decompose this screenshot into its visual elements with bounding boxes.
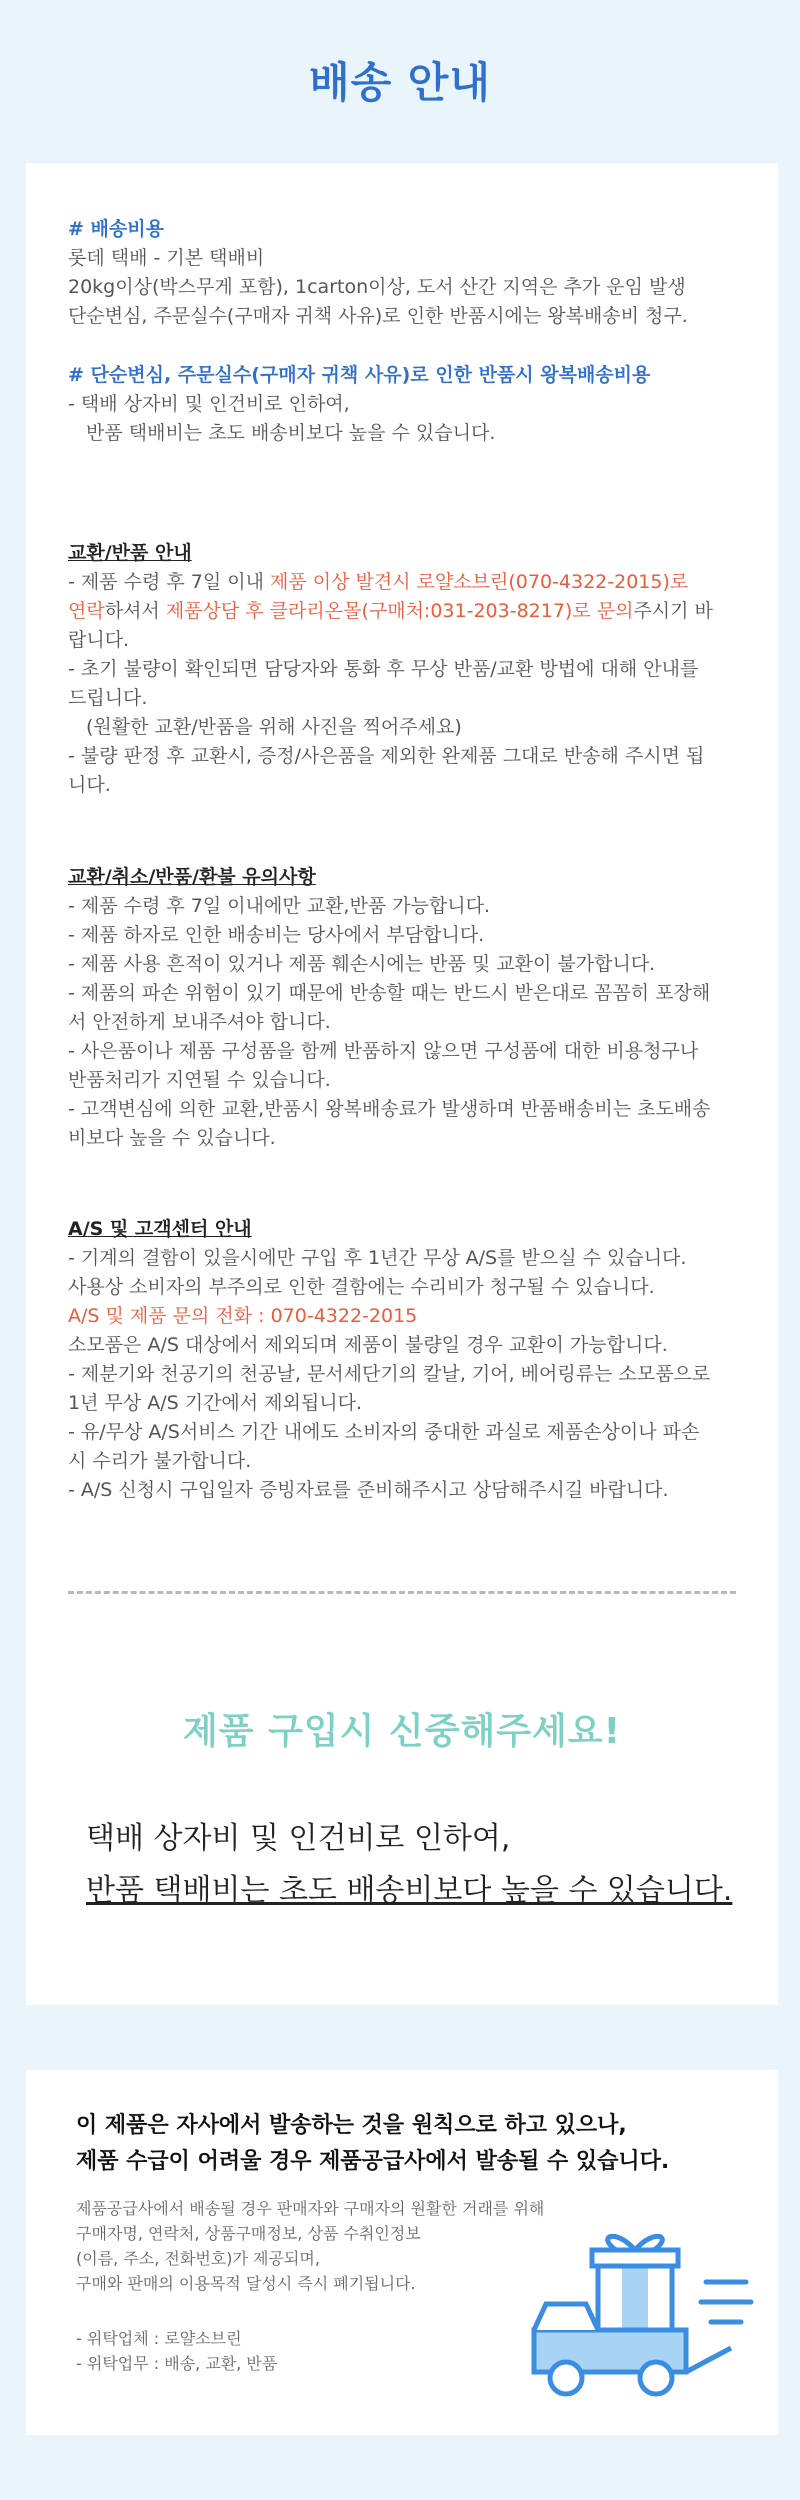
- caution-line-underlined: 반품 택배비는 초도 배송비보다 높을 수 있습니다.: [86, 1873, 733, 1908]
- notice-line: - 사은품이나 제품 구성품을 함께 반품하지 않으면 구성품에 대한 비용청구나: [68, 1040, 699, 1062]
- as-center-section: [68, 1215, 738, 1505]
- shipping-info-card: [26, 163, 778, 2005]
- as-center-line: - 유/무상 A/S서비스 기간 내에도 소비자의 중대한 과실로 제품손상이나 파손: [68, 1421, 700, 1443]
- exchange-guide-line: - 불량 판정 후 교환시, 증정/사은품을 제외한 완제품 그대로 반송해 주시면 됩: [68, 745, 705, 767]
- exchange-guide-text: - 제품 수령 후 7일 이내: [68, 571, 271, 593]
- return-cost-heading: # 단순변심, 주문실수(구매자 귀책 사유)로 인한 반품시 왕복배송비용: [68, 364, 651, 386]
- notice-line: - 고객변심에 의한 교환,반품시 왕복배송료가 발생하며 반품배송비는 초도배송: [68, 1098, 711, 1120]
- notice-line: 비보다 높을 수 있습니다.: [68, 1127, 276, 1149]
- as-center-heading: A/S 및 고객센터 안내: [68, 1218, 252, 1240]
- supplier-notice-heading: [76, 2108, 736, 2180]
- exchange-guide-line: 니다.: [68, 774, 111, 796]
- return-cost-line: 반품 택배비는 초도 배송비보다 높을 수 있습니다.: [86, 422, 496, 444]
- consignment-tasks: - 위탁업무 : 배송, 교환, 반품: [76, 2354, 278, 2373]
- contact-highlight: 연락: [68, 600, 105, 622]
- exchange-guide-line: 랍니다.: [68, 629, 130, 651]
- as-center-line: - 기계의 결함이 있을시에만 구입 후 1년간 무상 A/S를 받으실 수 있습니다.: [68, 1247, 687, 1269]
- notice-section: [68, 863, 738, 1153]
- exchange-guide-text: 하셔서: [104, 600, 166, 622]
- shipping-cost-line: 롯데 택배 - 기본 택배비: [68, 247, 265, 269]
- as-center-line: 소모품은 A/S 대상에서 제외되며 제품이 불량일 경우 교환이 가능합니다.: [68, 1334, 668, 1356]
- supplier-body-line: 구매와 판매의 이용목적 달성시 즉시 폐기됩니다.: [76, 2274, 416, 2293]
- shipping-cost-section: [68, 215, 738, 331]
- supplier-body-line: 제품공급사에서 배송될 경우 판매자와 구매자의 원활한 거래를 위해: [76, 2199, 545, 2218]
- notice-line: - 제품의 파손 위험이 있기 때문에 반송할 때는 반드시 받은대로 꼼꼼히 포장해: [68, 982, 711, 1004]
- supplier-notice-card: [26, 2070, 778, 2435]
- caution-line: 택배 상자비 및 인건비로 인하여,: [86, 1821, 511, 1856]
- notice-line: - 제품 하자로 인한 배송비는 당사에서 부담합니다.: [68, 924, 485, 946]
- contact-highlight: 제품상담 후 클라리온몰(구매처:031-203-8217)로 문의: [165, 600, 634, 622]
- notice-line: 서 안전하게 보내주셔야 합니다.: [68, 1011, 331, 1033]
- shipping-cost-line: 20kg이상(박스무게 포함), 1carton이상, 도서 산간 지역은 추가 운임 발생: [68, 276, 686, 298]
- exchange-guide-line: [68, 597, 738, 626]
- as-phone-line: A/S 및 제품 문의 전화 : 070-4322-2015: [68, 1305, 418, 1327]
- exchange-guide-line: - 초기 불량이 확인되면 담당자와 통화 후 무상 반품/교환 방법에 대해 안내를: [68, 658, 699, 680]
- gift-box-icon: [592, 2236, 678, 2330]
- notice-line: - 제품 사용 흔적이 있거나 제품 훼손시에는 반품 및 교환이 불가합니다.: [68, 953, 656, 975]
- return-cost-section: [68, 361, 738, 448]
- shipping-cost-heading: # 배송비용: [68, 218, 164, 240]
- exchange-guide-section: [68, 539, 738, 800]
- supplier-body-line: 구매자명, 연락처, 상품구매정보, 상품 수취인정보: [76, 2224, 421, 2243]
- as-center-line: 사용상 소비자의 부주의로 인한 결함에는 수리비가 청구될 수 있습니다.: [68, 1276, 655, 1298]
- consignment-info: [76, 2326, 476, 2376]
- caution-title: 제품 구입시 신중해주세요!: [182, 1711, 622, 1752]
- notice-line: 반품처리가 지연될 수 있습니다.: [68, 1069, 331, 1091]
- supplier-heading-line: 이 제품은 자사에서 발송하는 것을 원칙으로 하고 있으나,: [76, 2113, 627, 2138]
- supplier-notice-body: [76, 2196, 546, 2296]
- contact-highlight: 제품 이상 발견시 로얄소브린(070-4322-2015)로: [270, 571, 689, 593]
- section-divider: [68, 1591, 736, 1594]
- exchange-guide-line: (원활한 교환/반품을 위해 사진을 찍어주세요): [86, 716, 462, 738]
- exchange-guide-line: [68, 568, 738, 597]
- consignment-company: - 위탁업체 : 로얄소브린: [76, 2329, 242, 2348]
- as-center-line: - 제분기와 천공기의 천공날, 문서세단기의 칼날, 기어, 베어링류는 소모품으로: [68, 1363, 711, 1385]
- supplier-heading-line: 제품 수급이 어려울 경우 제품공급사에서 발송될 수 있습니다.: [76, 2149, 670, 2174]
- supplier-body-line: (이름, 주소, 전화번호)가 제공되며,: [76, 2249, 320, 2268]
- caution-message: [86, 1813, 746, 1917]
- notice-line: - 제품 수령 후 7일 이내에만 교환,반품 가능합니다.: [68, 895, 491, 917]
- return-cost-line: - 택배 상자비 및 인건비로 인하여,: [68, 393, 350, 415]
- as-center-line: 시 수리가 불가합니다.: [68, 1450, 252, 1472]
- delivery-truck-icon: [526, 2222, 756, 2412]
- as-center-line: - A/S 신청시 구입일자 증빙자료를 준비해주시고 상담해주시길 바랍니다.: [68, 1479, 669, 1501]
- page-title: 배송 안내: [309, 58, 491, 107]
- exchange-guide-text: 주시기 바: [633, 600, 713, 622]
- as-center-line: 1년 무상 A/S 기간에서 제외됩니다.: [68, 1392, 362, 1414]
- exchange-guide-heading: 교환/반품 안내: [68, 542, 192, 564]
- exchange-guide-line: 드립니다.: [68, 687, 148, 709]
- shipping-cost-line: 단순변심, 주문실수(구매자 귀책 사유)로 인한 반품시에는 왕복배송비 청구.: [68, 305, 688, 327]
- notice-heading: 교환/취소/반품/환불 유의사항: [68, 866, 316, 888]
